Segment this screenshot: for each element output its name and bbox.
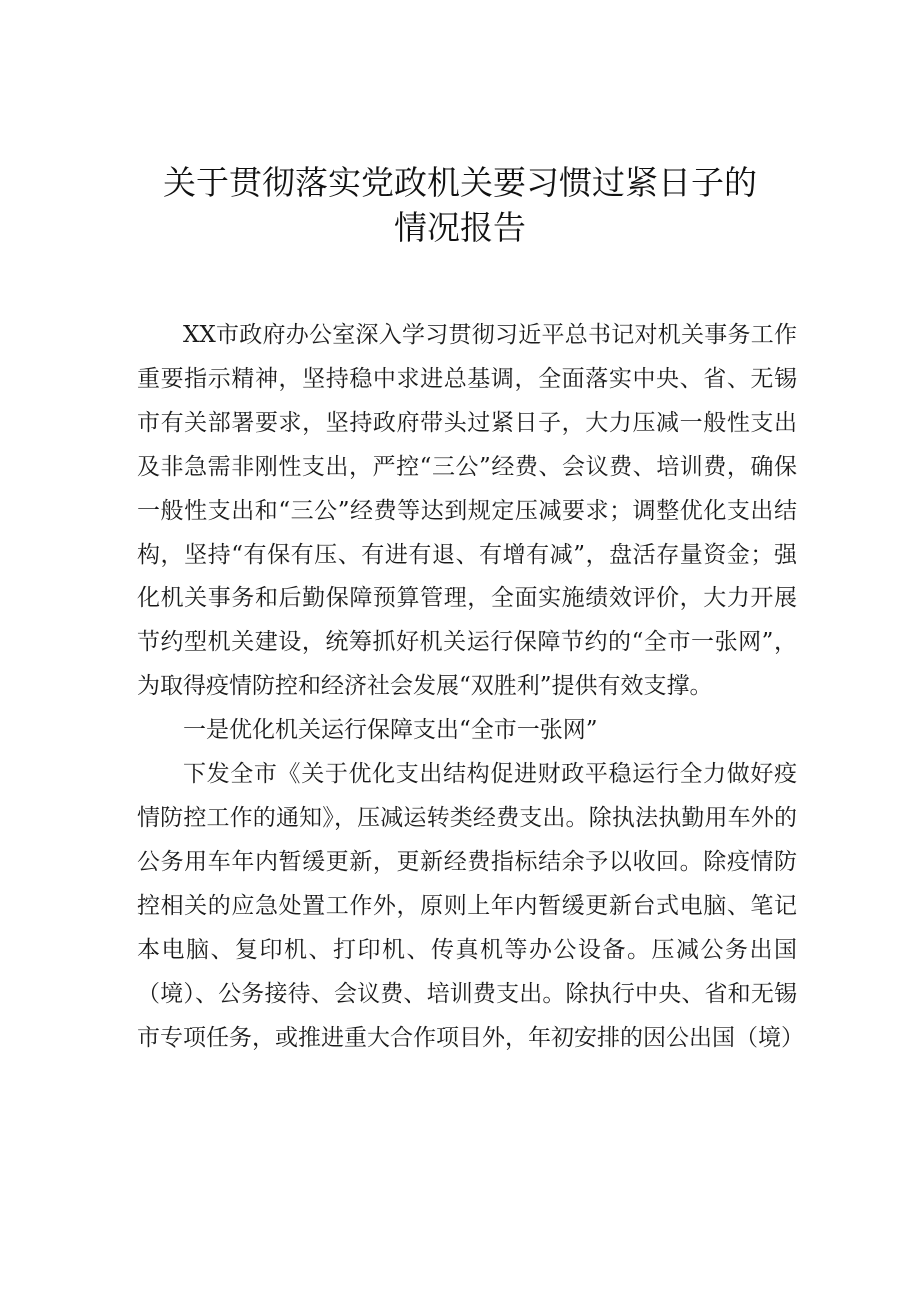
document-title — [0, 160, 920, 250]
section-heading-1: 一是优化机关运行保障支出“全市一张网” — [183, 717, 598, 744]
title-line-1: 关于贯彻落实党政机关要习惯过紧日子的 — [163, 163, 757, 202]
paragraph-intro: XX市政府办公室深入学习贯彻习近平总书记对机关事务工作重要指示精神，坚持稳中求进总基调，全面落实中央、省、无锡市有关部署要求，坚持政府带头过紧日子，大力压减一般性支出及非急需非刚性支出，严控“三公”经费、会议费、培训费，确保一般性支出和“三公”经费等达到规定压减要求；调整优化支出结构，坚持“有保有压、有进有退、有增有减”，盘活存量资金；强化机关事务和后勤保障预算管理，全面实施绩效评价，大力开展节约型机关建设，统筹抓好机关运行保障节约的“全市一张网”，为取得疫情防控和经济社会发展“双胜利”提供有效支撑。 — [137, 322, 797, 700]
document-body — [137, 314, 804, 1060]
title-line-2: 情况报告 — [394, 208, 526, 247]
paragraph-section-1: 下发全市《关于优化支出结构促进财政平稳运行全力做好疫情防控工作的通知》，压减运转类经费支出。除执法执勤用车外的公务用车年内暂缓更新，更新经费指标结余予以收回。除疫情防控相关的应急处置工作外，原则上年内暂缓更新台式电脑、笔记本电脑、复印机、打印机、传真机等办公设备。压减公务出国（境）、公务接待、会议费、培训费支出。除执行中央、省和无锡市专项任务，或推进重大合作项目外，年初安排的因公出国（境） — [137, 761, 804, 1051]
